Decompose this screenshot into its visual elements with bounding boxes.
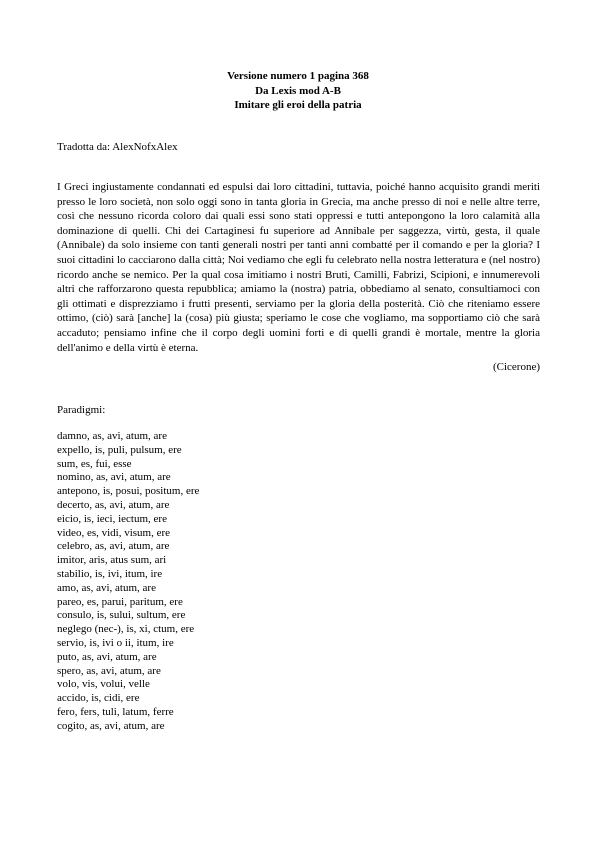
header-subject-line: Imitare gli eroi della patria xyxy=(234,99,362,111)
paradigm-item: accido, is, cidi, ere xyxy=(57,692,140,705)
translator-credit: Tradotta da: AlexNofxAlex xyxy=(57,141,178,153)
paradigm-item: expello, is, puli, pulsum, ere xyxy=(57,443,182,456)
paradigms-list xyxy=(57,430,199,734)
paradigm-item: eicio, is, ieci, iectum, ere xyxy=(57,512,167,525)
paradigm-item: decerto, as, avi, atum, are xyxy=(57,498,170,511)
paradigm-item: nomino, as, avi, atum, are xyxy=(57,471,171,484)
paradigm-item: damno, as, avi, atum, are xyxy=(57,430,167,442)
header-title-line: Versione numero 1 pagina 368 xyxy=(227,70,369,82)
paradigm-item: stabilio, is, ivi, itum, ire xyxy=(57,567,163,580)
paradigm-item: sum, es, fui, esse xyxy=(57,457,132,470)
paradigm-item: pareo, es, parui, paritum, ere xyxy=(57,595,183,608)
translation-paragraph: I Greci ingiustamente condannati ed espulsi dai loro cittadini, tuttavia, poiché hanno acquisito grandi meriti presso le loro società, non solo oggi sono in tanta gloria in Grecia, ma anche presso di noi e nelle altre terre, così che nessuno ricorda coloro dai quali essi sono stati oppressi e tutti antepongono la loro calamità alla dominazione di quelli. Chi dei Cartaginesi fu superiore ad Annibale per saggezza, virtù, gesta, il quale (Annibale) da solo insieme con tanti generali nostri per tanti anni combatté per il comando e per la gloria? I suoi cittadini lo cacciarono dalla città; Noi vediamo che egli fu celebrato nella nostra letteratura e (nel nostro) ricordo anche se nemico. Per la qual cosa imitiamo i nostri Bruti, Camilli, Fabrizi, Scipioni, e innumerevoli altri che rafforzarono questa repubblica; amiamo la (nostra) patria, obbediamo al senato, consultiamoci con gli ottimati e disprezziamo i frutti presenti, serviamo per la gloria della posterità. Ciò che riteniamo essere ottimo, (ciò) sarà [anche] la (cosa) più giusta; speriamo le cose che vogliamo, ma sopportiamo ciò che sarà accaduto; pensiamo infine che il corpo degli uomini forti e di quelli grandi è mortale, mentre la gloria dell'animo e della virtù è eterna. xyxy=(57,181,540,354)
paradigm-item: amo, as, avi, atum, are xyxy=(57,581,156,594)
document-header xyxy=(0,69,596,113)
paradigm-item: spero, as, avi, atum, are xyxy=(57,664,161,677)
paradigm-item: fero, fers, tuli, latum, ferre xyxy=(57,705,174,718)
paradigm-item: volo, vis, volui, velle xyxy=(57,678,150,691)
paradigm-item: servio, is, ivi o ii, itum, ire xyxy=(57,636,174,649)
paradigm-item: neglego (nec-), is, xi, ctum, ere xyxy=(57,623,195,636)
paradigm-item: antepono, is, posui, positum, ere xyxy=(57,485,200,498)
header-source-line: Da Lexis mod A-B xyxy=(255,84,341,97)
author-attribution: (Cicerone) xyxy=(492,361,540,373)
paradigm-item: celebro, as, avi, atum, are xyxy=(57,540,170,553)
paradigm-item: video, es, vidi, visum, ere xyxy=(57,526,171,539)
paradigm-item: consulo, is, sului, sultum, ere xyxy=(57,609,186,622)
paradigm-item: cogito, as, avi, atum, are xyxy=(57,719,165,732)
paradigm-item: imitor, aris, atus sum, ari xyxy=(57,554,167,567)
paradigms-heading: Paradigmi: xyxy=(57,404,106,416)
paradigm-item: puto, as, avi, atum, are xyxy=(57,650,157,663)
